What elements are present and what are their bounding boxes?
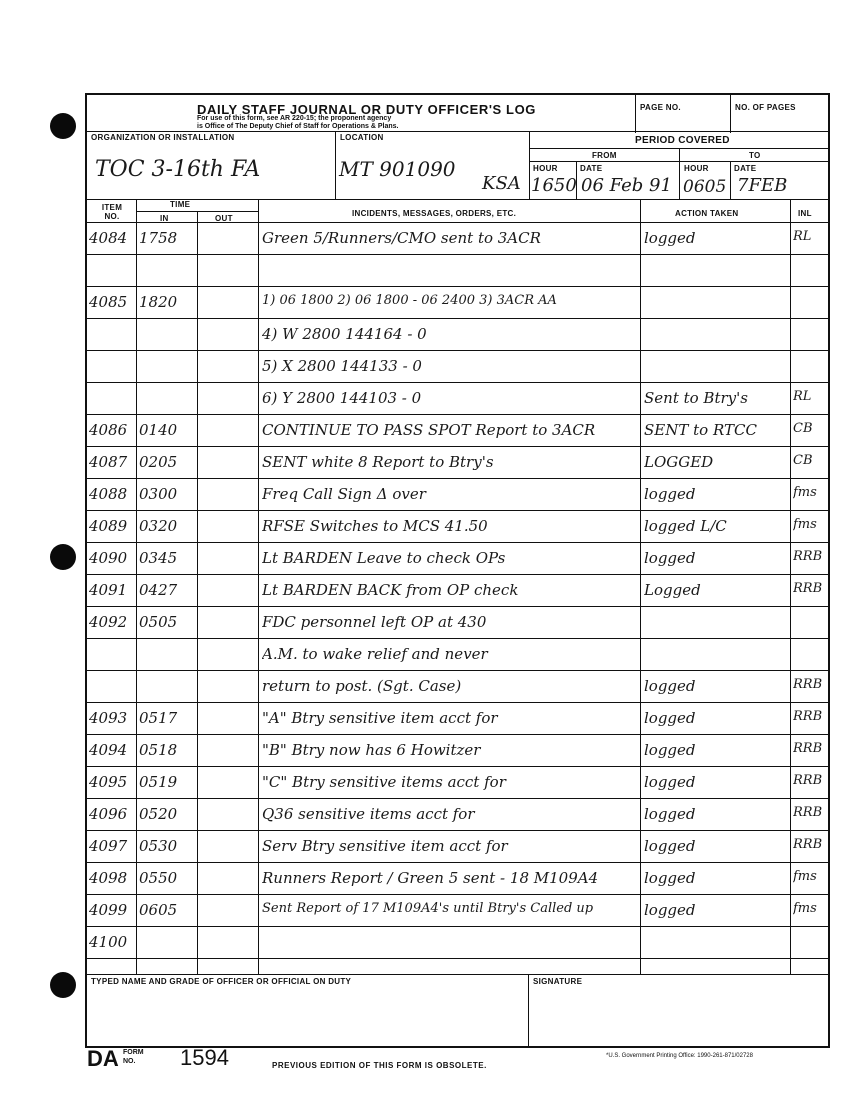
time-in-cell: 0505 — [139, 613, 178, 631]
action-taken-cell: logged — [644, 741, 696, 759]
time-label: TIME — [170, 200, 191, 209]
time-in-cell: 1820 — [139, 293, 178, 311]
time-in-cell: 0427 — [139, 581, 178, 599]
incident-text-cell: Freq Call Sign Δ over — [262, 485, 426, 503]
action-taken-cell: logged — [644, 485, 696, 503]
form-title: DAILY STAFF JOURNAL OR DUTY OFFICER'S LOG — [197, 102, 536, 117]
to-date-label: DATE — [734, 164, 757, 173]
incident-text-cell: "B" Btry now has 6 Howitzer — [262, 741, 481, 759]
item-no-cell: 4095 — [89, 773, 128, 791]
table-row — [87, 382, 828, 414]
form-subtitle-2: is Office of The Deputy Chief of Staff for Operations & Plans. — [197, 123, 399, 130]
item-no-cell: 4093 — [89, 709, 128, 727]
typed-name-label: TYPED NAME AND GRADE OF OFFICER OR OFFICIAL ON DUTY — [91, 977, 352, 986]
time-in-cell: 0519 — [139, 773, 178, 791]
journal-form — [85, 93, 830, 1048]
from-hour-label: HOUR — [533, 164, 558, 173]
da-label: DA — [87, 1046, 119, 1071]
action-taken-cell: LOGGED — [644, 453, 714, 471]
binder-hole-top — [50, 113, 76, 139]
table-row — [87, 510, 828, 542]
time-in-cell: 0140 — [139, 421, 178, 439]
item-no-cell: 4087 — [89, 453, 128, 471]
incident-text-cell: Green 5/Runners/CMO sent to 3ACR — [262, 229, 541, 247]
initials-cell: CB — [793, 421, 813, 436]
to-hour-label: HOUR — [684, 164, 709, 173]
binder-hole-bottom — [50, 972, 76, 998]
action-taken-cell: Sent to Btry's — [644, 389, 748, 407]
time-in-cell: 0300 — [139, 485, 178, 503]
table-row — [87, 606, 828, 638]
from-date-label: DATE — [580, 164, 603, 173]
location-suffix: KSA — [482, 173, 521, 194]
form-no-label: NO. — [123, 1058, 136, 1065]
initials-cell: RRB — [793, 805, 823, 820]
organization-value: TOC 3-16th FA — [95, 157, 261, 182]
item-no-cell: 4088 — [89, 485, 128, 503]
org-label: ORGANIZATION OR INSTALLATION — [91, 133, 235, 142]
item-no-cell: 4096 — [89, 805, 128, 823]
initials-cell: fms — [793, 901, 817, 916]
table-row — [87, 638, 828, 670]
initials-cell: fms — [793, 485, 817, 500]
time-in-cell: 1758 — [139, 229, 178, 247]
incident-text-cell: Q36 sensitive items acct for — [262, 805, 475, 823]
time-in-label: IN — [160, 214, 169, 223]
action-taken-label: ACTION TAKEN — [675, 209, 739, 218]
time-in-cell: 0550 — [139, 869, 178, 887]
incident-text-cell: 1) 06 1800 2) 06 1800 - 06 2400 3) 3ACR AA — [262, 293, 557, 308]
item-no-cell: 4085 — [89, 293, 128, 311]
incident-text-cell: CONTINUE TO PASS SPOT Report to 3ACR — [262, 421, 596, 439]
item-no-cell: 4090 — [89, 549, 128, 567]
action-taken-cell: logged — [644, 805, 696, 823]
page-no-label: PAGE NO. — [640, 103, 681, 112]
incident-text-cell: Lt BARDEN BACK from OP check — [262, 581, 519, 599]
item-no-cell: 4094 — [89, 741, 128, 759]
initials-cell: fms — [793, 517, 817, 532]
incident-text-cell: Runners Report / Green 5 sent - 18 M109A4 — [262, 869, 599, 887]
period-covered-label: PERIOD COVERED — [635, 135, 730, 146]
initials-label: INL — [798, 209, 812, 218]
incident-text-cell: "C" Btry sensitive items acct for — [262, 773, 506, 791]
item-no-cell: 4084 — [89, 229, 128, 247]
incident-text-cell: Serv Btry sensitive item acct for — [262, 837, 508, 855]
time-in-cell: 0517 — [139, 709, 178, 727]
table-row — [87, 286, 828, 318]
from-date-value: 06 Feb 91 — [581, 175, 672, 196]
incident-text-cell: Sent Report of 17 M109A4's until Btry's Called up — [262, 901, 594, 916]
action-taken-cell: logged — [644, 773, 696, 791]
initials-cell: RRB — [793, 549, 823, 564]
signature-label: SIGNATURE — [533, 977, 583, 986]
action-taken-cell: logged L/C — [644, 517, 727, 535]
initials-cell: RL — [793, 389, 812, 404]
item-no-cell: 4100 — [89, 933, 128, 951]
printing-office-note: *U.S. Government Printing Office: 1990-261-871/02728 — [606, 1053, 753, 1059]
binder-hole-middle — [50, 544, 76, 570]
initials-cell: RRB — [793, 581, 823, 596]
item-no-cell: 4086 — [89, 421, 128, 439]
table-row — [87, 798, 828, 830]
incident-text-cell: RFSE Switches to MCS 41.50 — [262, 517, 488, 535]
incident-text-cell: 6) Y 2800 144103 - 0 — [262, 389, 422, 407]
incident-text-cell: A.M. to wake relief and never — [262, 645, 488, 663]
to-date-value: 7FEB — [737, 175, 788, 196]
incidents-label: INCIDENTS, MESSAGES, ORDERS, ETC. — [352, 209, 517, 218]
table-row — [87, 926, 828, 958]
item-no-cell: 4097 — [89, 837, 128, 855]
obsolete-note: PREVIOUS EDITION OF THIS FORM IS OBSOLETE. — [272, 1061, 487, 1070]
time-in-cell: 0518 — [139, 741, 178, 759]
from-hour-value: 1650 — [531, 175, 577, 196]
initials-cell: RRB — [793, 837, 823, 852]
time-in-cell: 0520 — [139, 805, 178, 823]
item-no-cell: 4089 — [89, 517, 128, 535]
time-in-cell: 0345 — [139, 549, 178, 567]
time-out-label: OUT — [215, 214, 233, 223]
table-row — [87, 830, 828, 862]
initials-cell: RRB — [793, 677, 823, 692]
initials-cell: RRB — [793, 741, 823, 756]
to-hour-value: 0605 — [683, 177, 727, 197]
table-row — [87, 478, 828, 510]
time-in-cell: 0205 — [139, 453, 178, 471]
initials-cell: fms — [793, 869, 817, 884]
action-taken-cell: Logged — [644, 581, 701, 599]
time-in-cell: 0605 — [139, 901, 178, 919]
action-taken-cell: logged — [644, 709, 696, 727]
table-row — [87, 318, 828, 350]
location-value: MT 901090 — [339, 157, 456, 181]
location-label: LOCATION — [340, 133, 384, 142]
initials-cell: CB — [793, 453, 813, 468]
table-row — [87, 414, 828, 446]
action-taken-cell: logged — [644, 901, 696, 919]
incident-text-cell: return to post. (Sgt. Case) — [262, 677, 462, 695]
time-in-cell: 0530 — [139, 837, 178, 855]
form-number: 1594 — [180, 1045, 229, 1070]
form-label: FORM — [123, 1049, 144, 1056]
table-row — [87, 734, 828, 766]
table-row — [87, 350, 828, 382]
action-taken-cell: logged — [644, 229, 696, 247]
table-row — [87, 254, 828, 286]
item-no-cell: 4091 — [89, 581, 128, 599]
table-row — [87, 894, 828, 926]
action-taken-cell: logged — [644, 869, 696, 887]
item-no-cell: 4099 — [89, 901, 128, 919]
incident-text-cell: Lt BARDEN Leave to check OPs — [262, 549, 506, 567]
form-subtitle-1: For use of this form, see AR 220-15; the proponent agency — [197, 115, 392, 122]
initials-cell: RRB — [793, 773, 823, 788]
table-row — [87, 222, 828, 254]
initials-cell: RL — [793, 229, 812, 244]
time-in-cell: 0320 — [139, 517, 178, 535]
incident-text-cell: "A" Btry sensitive item acct for — [262, 709, 498, 727]
table-row — [87, 766, 828, 798]
incident-text-cell: 5) X 2800 144133 - 0 — [262, 357, 422, 375]
action-taken-cell: logged — [644, 549, 696, 567]
item-no-cell: 4092 — [89, 613, 128, 631]
table-row — [87, 702, 828, 734]
initials-cell: RRB — [793, 709, 823, 724]
from-label: FROM — [592, 151, 617, 160]
table-row — [87, 574, 828, 606]
item-no-cell: 4098 — [89, 869, 128, 887]
no-of-pages-label: NO. OF PAGES — [735, 103, 796, 112]
action-taken-cell: SENT to RTCC — [644, 421, 757, 439]
action-taken-cell: logged — [644, 837, 696, 855]
table-row — [87, 670, 828, 702]
row-divider — [87, 958, 828, 959]
incident-text-cell: SENT white 8 Report to Btry's — [262, 453, 494, 471]
incident-text-cell: 4) W 2800 144164 - 0 — [262, 325, 427, 343]
table-row — [87, 542, 828, 574]
action-taken-cell: logged — [644, 677, 696, 695]
table-row — [87, 446, 828, 478]
table-row — [87, 862, 828, 894]
incident-text-cell: FDC personnel left OP at 430 — [262, 613, 487, 631]
to-label: TO — [749, 151, 761, 160]
item-no-label: ITEM NO. — [101, 203, 123, 221]
